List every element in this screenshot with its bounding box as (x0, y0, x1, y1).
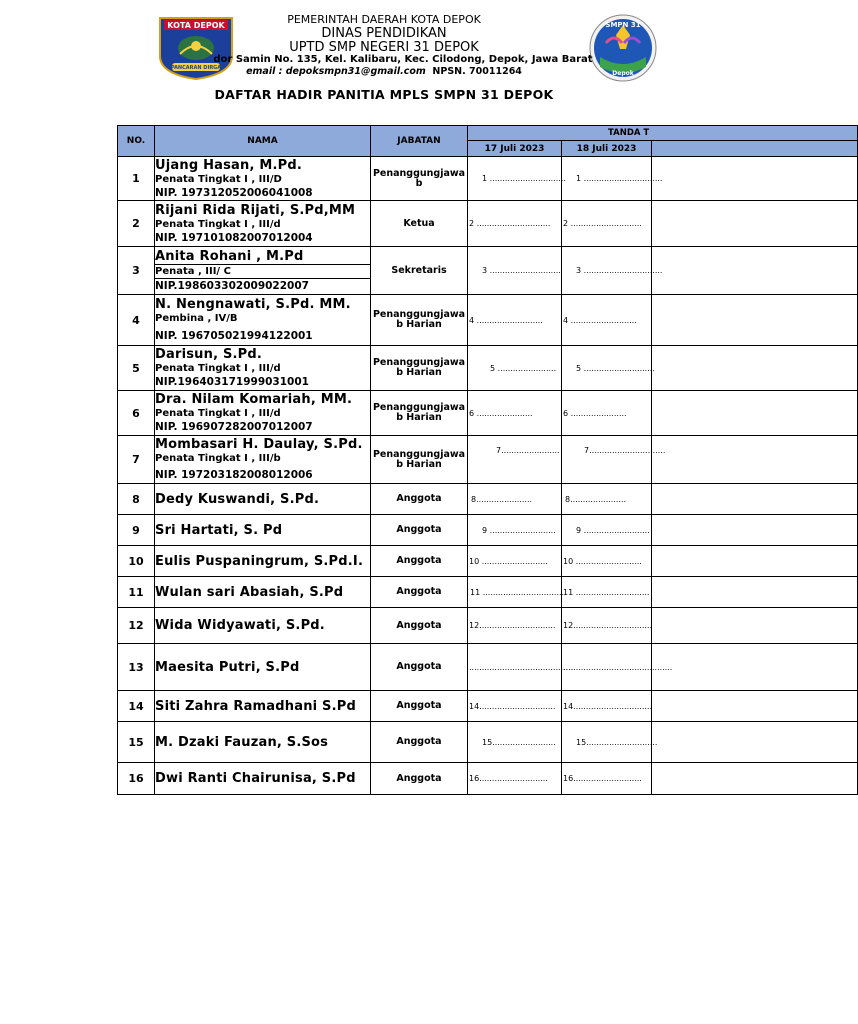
member-nip: NIP. 196907282007012007 (155, 421, 313, 433)
signature-cell-blank[interactable] (652, 201, 858, 247)
member-nip: NIP. 197203182008012006 (155, 469, 313, 481)
signature-line[interactable]: 1 ............................... (562, 157, 652, 201)
row-number: 4 (118, 295, 155, 346)
name-cell (155, 577, 371, 608)
name-cell (155, 391, 371, 436)
signature-line[interactable]: 16........................... (562, 763, 652, 795)
jabatan-cell: Penanggungjawa b (371, 157, 468, 201)
jabatan-cell: Ketua (371, 201, 468, 247)
header-email: email : depoksmpn31@gmail.com (246, 66, 426, 77)
signature-line[interactable]: ......................................... (468, 644, 562, 691)
row-number: 10 (118, 546, 155, 577)
signature-line[interactable]: 2 ............................ (562, 201, 652, 247)
row-number: 13 (118, 644, 155, 691)
table-row (118, 295, 858, 346)
row-number: 8 (118, 484, 155, 515)
signature-line[interactable]: 2 ............................. (468, 201, 562, 247)
member-rank: Penata Tingkat I , III/d (155, 408, 281, 419)
table-row (118, 608, 858, 644)
signature-cell-blank[interactable] (652, 391, 858, 436)
signature-line[interactable]: 12.............................. (468, 608, 562, 644)
signature-line[interactable]: 8...................... (468, 484, 562, 515)
jabatan-cell: Sekretaris (371, 247, 468, 295)
signature-line[interactable]: 5 ....................... (468, 346, 562, 391)
table-row (118, 436, 858, 484)
signature-line[interactable]: 1 .............................. (468, 157, 562, 201)
header-address: dor Samin No. 135, Kel. Kalibaru, Kec. Cilodong, Depok, Jawa Barat (213, 54, 593, 65)
signature-line[interactable]: 7.............................. (562, 436, 652, 484)
document-title: DAFTAR HADIR PANITIA MPLS SMPN 31 DEPOK (214, 87, 554, 102)
signature-line[interactable]: 10 .......................... (468, 546, 562, 577)
member-name: Darisun, S.Pd. (155, 347, 263, 362)
member-name: Dra. Nilam Komariah, MM. (155, 392, 353, 407)
name-cell (155, 722, 371, 763)
member-name: Maesita Putri, S.Pd (155, 659, 300, 675)
row-number: 7 (118, 436, 155, 484)
table-row (118, 763, 858, 795)
signature-cell-blank[interactable] (652, 157, 858, 201)
table-row (118, 644, 858, 691)
member-nip: NIP. 197312052006041008 (155, 186, 313, 199)
member-nip: NIP. 197101082007012004 (155, 231, 313, 244)
jabatan-cell: Penanggungjawa b Harian (371, 391, 468, 436)
member-name: Eulis Puspaningrum, S.Pd.I. (155, 553, 364, 569)
signature-cell-blank[interactable] (652, 247, 858, 295)
row-number: 2 (118, 201, 155, 247)
jabatan-cell: Penanggungjawa b Harian (371, 436, 468, 484)
col-header-no: NO. (118, 126, 155, 157)
signature-cell-blank[interactable] (652, 722, 858, 763)
attendance-table-wrapper (117, 125, 673, 805)
header-school: UPTD SMP NEGERI 31 DEPOK (289, 40, 479, 55)
member-rank: Penata Tingkat I , III/D (155, 173, 282, 185)
name-cell (155, 608, 371, 644)
signature-cell-blank[interactable] (652, 436, 858, 484)
member-nip: NIP. 196705021994122001 (155, 330, 313, 342)
member-nip: NIP.198603302009022007 (155, 278, 370, 293)
row-number: 6 (118, 391, 155, 436)
signature-line[interactable]: ........................................... (562, 644, 652, 691)
member-name: Wida Widyawati, S.Pd. (155, 618, 325, 633)
name-cell (155, 644, 371, 691)
table-row (118, 722, 858, 763)
col-header-date-3 (652, 141, 858, 157)
header-contact (0, 66, 768, 77)
jabatan-cell: Anggota (371, 691, 468, 722)
signature-line[interactable]: 16........................... (468, 763, 562, 795)
header-government: PEMERINTAH DAERAH KOTA DEPOK (287, 13, 481, 26)
svg-text:PANCARAN DIRGA: PANCARAN DIRGA (170, 65, 222, 71)
member-name: Rijani Rida Rijati, S.Pd,MM (155, 202, 356, 218)
signature-cell-blank[interactable] (652, 691, 858, 722)
member-name: Anita Rohani , M.Pd (155, 248, 304, 264)
table-row (118, 546, 858, 577)
signature-cell-blank[interactable] (652, 763, 858, 795)
name-cell (155, 515, 371, 546)
name-cell (155, 484, 371, 515)
signature-line[interactable]: 15............................ (562, 722, 652, 763)
signature-line[interactable]: 5 ............................ (562, 346, 652, 391)
header-department: DINAS PENDIDIKAN (321, 26, 447, 41)
row-number: 15 (118, 722, 155, 763)
table-row (118, 391, 858, 436)
signature-line[interactable]: 14.............................. (468, 691, 562, 722)
name-cell (155, 546, 371, 577)
header-npsn: NPSN. 70011264 (432, 66, 522, 77)
table-row (118, 515, 858, 546)
svg-text:KOTA DEPOK: KOTA DEPOK (167, 21, 225, 30)
signature-line[interactable]: 3 ............................... (562, 247, 652, 295)
signature-line[interactable]: 9 .......................... (468, 515, 562, 546)
col-header-date-2: 18 Juli 2023 (562, 141, 652, 157)
row-number: 16 (118, 763, 155, 795)
jabatan-cell: Anggota (371, 608, 468, 644)
row-number: 9 (118, 515, 155, 546)
signature-cell-blank[interactable] (652, 295, 858, 346)
member-rank: Penata Tingkat I , III/d (155, 218, 281, 230)
row-number: 3 (118, 247, 155, 295)
row-number: 12 (118, 608, 155, 644)
member-rank: Penata , III/ C (155, 264, 370, 278)
table-row (118, 484, 858, 515)
table-row (118, 157, 858, 201)
col-header-jabatan: JABATAN (371, 126, 468, 157)
signature-cell-blank[interactable] (652, 346, 858, 391)
signature-cell-blank[interactable] (652, 644, 858, 691)
name-cell (155, 295, 371, 346)
member-rank: Penata Tingkat I , III/b (155, 453, 281, 464)
signature-line[interactable]: 15......................... (468, 722, 562, 763)
signature-cell-blank[interactable] (652, 484, 858, 515)
signature-line[interactable]: 11 ................................ (468, 577, 562, 608)
signature-line[interactable]: 9 .......................... (562, 515, 652, 546)
col-header-tanda-tangan: TANDA T (468, 126, 858, 141)
member-rank: Penata Tingkat I , III/d (155, 363, 281, 374)
signature-line[interactable]: 10 .......................... (562, 546, 652, 577)
table-row (118, 247, 858, 295)
signature-line[interactable]: 6 ...................... (562, 391, 652, 436)
jabatan-cell: Penanggungjawa b Harian (371, 295, 468, 346)
name-cell (155, 346, 371, 391)
signature-line[interactable]: 11 ............................. (562, 577, 652, 608)
name-cell (155, 201, 371, 247)
table-row (118, 201, 858, 247)
jabatan-cell: Anggota (371, 546, 468, 577)
member-name: M. Dzaki Fauzan, S.Sos (155, 734, 329, 750)
member-name: N. Nengnawati, S.Pd. MM. (155, 297, 351, 312)
name-cell (155, 763, 371, 795)
signature-cell-blank[interactable] (652, 577, 858, 608)
svg-text:Depok: Depok (612, 70, 634, 77)
jabatan-cell: Anggota (371, 722, 468, 763)
col-header-nama: NAMA (155, 126, 371, 157)
signature-line[interactable]: 6 ...................... (468, 391, 562, 436)
signature-cell-blank[interactable] (652, 546, 858, 577)
member-name: Dwi Ranti Chairunisa, S.Pd (155, 771, 356, 786)
row-number: 14 (118, 691, 155, 722)
signature-line[interactable]: 12............................... (562, 608, 652, 644)
signature-line[interactable]: 4 .......................... (468, 295, 562, 346)
jabatan-cell: Anggota (371, 484, 468, 515)
signature-line[interactable]: 4 .......................... (562, 295, 652, 346)
signature-line[interactable]: 14............................... (562, 691, 652, 722)
svg-text:SMPN 31: SMPN 31 (605, 21, 641, 29)
table-row (118, 346, 858, 391)
member-name: Mombasari H. Daulay, S.Pd. (155, 437, 363, 452)
name-cell (155, 247, 371, 295)
name-cell (155, 157, 371, 201)
table-row (118, 577, 858, 608)
signature-cell-blank[interactable] (652, 608, 858, 644)
col-header-date-1: 17 Juli 2023 (468, 141, 562, 157)
jabatan-cell: Anggota (371, 644, 468, 691)
table-row (118, 691, 858, 722)
jabatan-cell: Anggota (371, 577, 468, 608)
signature-line[interactable]: 7....................... (468, 436, 562, 484)
name-cell (155, 436, 371, 484)
signature-cell-blank[interactable] (652, 515, 858, 546)
attendance-table (117, 125, 858, 795)
member-name: Dedy Kuswandi, S.Pd. (155, 491, 320, 507)
jabatan-cell: Anggota (371, 763, 468, 795)
member-name: Wulan sari Abasiah, S.Pd (155, 584, 344, 600)
member-rank: Pembina , IV/B (155, 313, 238, 324)
row-number: 5 (118, 346, 155, 391)
jabatan-cell: Anggota (371, 515, 468, 546)
jabatan-cell: Penanggungjawa b Harian (371, 346, 468, 391)
member-name: Sri Hartati, S. Pd (155, 522, 283, 538)
name-cell (155, 691, 371, 722)
signature-line[interactable]: 3 ............................ (468, 247, 562, 295)
row-number: 1 (118, 157, 155, 201)
member-name: Siti Zahra Ramadhani S.Pd (155, 698, 356, 714)
member-nip: NIP.196403171999031001 (155, 376, 309, 388)
row-number: 11 (118, 577, 155, 608)
member-name: Ujang Hasan, M.Pd. (155, 157, 302, 173)
signature-line[interactable]: 8...................... (562, 484, 652, 515)
